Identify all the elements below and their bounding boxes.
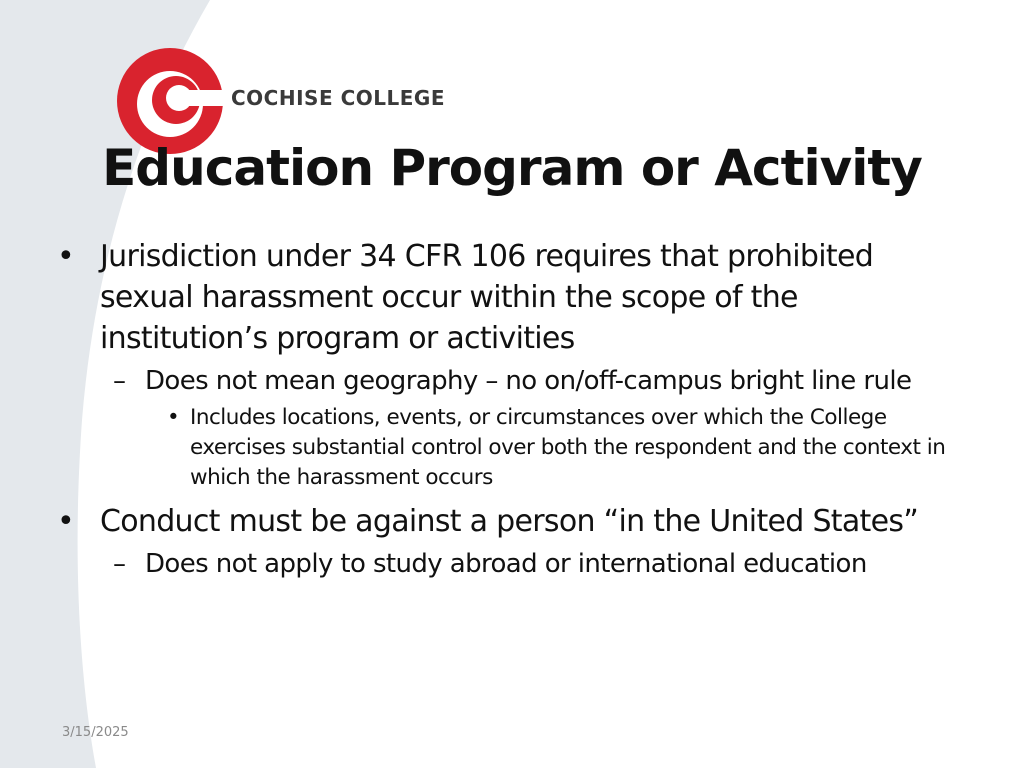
bullet-marker: • xyxy=(57,239,74,274)
sub-bullet-text: Does not mean geography – no on/off-campus bright line rule xyxy=(145,366,912,396)
sub-bullet-text: Does not apply to study abroad or international education xyxy=(145,549,867,579)
sub-sub-bullet-text: Includes locations, events, or circumstances over which the College exercises substantial control over both the respondent and the context in which the harassment occurs xyxy=(190,405,946,490)
slide-title: Education Program or Activity xyxy=(102,139,922,197)
logo-wordmark: COCHISE COLLEGE xyxy=(231,86,445,110)
sub-sub-bullet-item xyxy=(55,403,970,493)
bullet-item xyxy=(55,236,970,359)
slide-date: 3/15/2025 xyxy=(62,725,129,740)
bullet-item xyxy=(55,501,970,542)
bullet-text: Jurisdiction under 34 CFR 106 requires that prohibited sexual harassment occur within the scope of the institution’s program or activities xyxy=(100,239,874,356)
dash-marker: – xyxy=(113,549,126,579)
bullet-marker: • xyxy=(167,405,180,430)
dash-marker: – xyxy=(113,366,126,396)
bullet-marker: • xyxy=(57,504,74,539)
sub-bullet-item xyxy=(55,546,970,582)
bullet-list xyxy=(55,236,970,582)
sub-bullet-item xyxy=(55,363,970,399)
bullet-text: Conduct must be against a person “in the United States” xyxy=(100,504,919,539)
